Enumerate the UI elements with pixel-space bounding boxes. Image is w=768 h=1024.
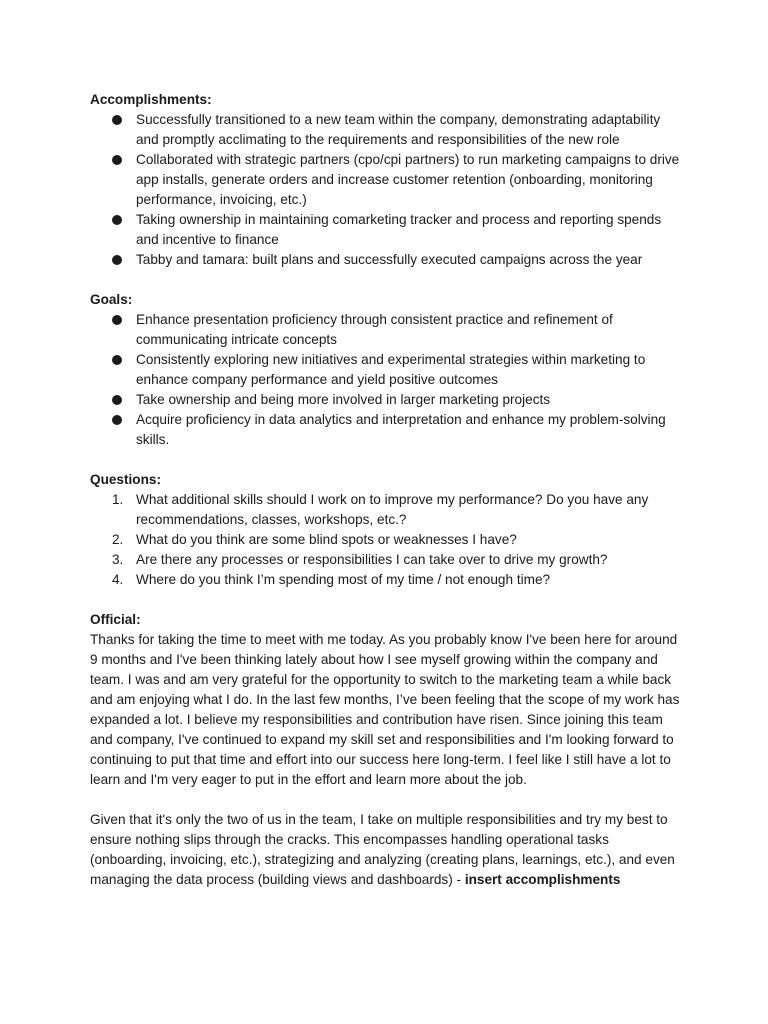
list-item bbox=[90, 310, 680, 350]
list-item bbox=[90, 150, 680, 210]
bullet-icon bbox=[112, 255, 122, 265]
spacer bbox=[90, 270, 680, 290]
bullet-icon bbox=[112, 155, 122, 165]
list-item-text: What additional skills should I work on to improve my performance? Do you have any recommendations, classes, workshops, etc.? bbox=[136, 492, 649, 527]
list-item-text: Enhance presentation proficiency through consistent practice and refinement of communicating intricate concepts bbox=[136, 312, 613, 347]
official-heading: Official: bbox=[90, 612, 141, 627]
list-number: 2. bbox=[112, 532, 124, 547]
spacer bbox=[90, 590, 680, 610]
list-item-text: Successfully transitioned to a new team within the company, demonstrating adaptability and promptly acclimating to the requirements and responsibilities of the new role bbox=[136, 112, 661, 147]
list-item bbox=[90, 530, 680, 550]
goals-heading: Goals: bbox=[90, 292, 133, 307]
official-paragraph-2 bbox=[90, 810, 680, 890]
bullet-icon bbox=[112, 395, 122, 405]
questions-list bbox=[90, 490, 680, 590]
insert-accomplishments-placeholder: insert accomplishments bbox=[464, 872, 621, 887]
bullet-icon bbox=[112, 115, 122, 125]
official-paragraph-1: Thanks for taking the time to meet with me today. As you probably know I've been here for around 9 months and I've been thinking lately about how I see myself growing within the company and team. I was and am very grateful for the opportunity to switch to the marketing team a while back and am enjoying what I do. In the last few months, I’ve been feeling that the scope of my work has expanded a lot. I believe my responsibilities and contribution have risen. Since joining this team and company, I've continued to expand my skill set and responsibilities and I'm looking forward to continuing to put that time and effort into our success here long-term. I feel like I still have a lot to learn and I'm very eager to put in the effort and learn more about the job. bbox=[90, 632, 680, 787]
list-item-text: Acquire proficiency in data analytics and interpretation and enhance my problem-solving skills. bbox=[136, 412, 666, 447]
list-item-text: Collaborated with strategic partners (cpo/cpi partners) to run marketing campaigns to drive app installs, generate orders and increase customer retention (onboarding, monitoring performance, invoicing, etc.) bbox=[136, 152, 680, 207]
list-item bbox=[90, 410, 680, 450]
list-item bbox=[90, 110, 680, 150]
list-number: 1. bbox=[112, 492, 124, 507]
accomplishments-heading: Accomplishments: bbox=[90, 92, 212, 107]
list-number: 4. bbox=[112, 572, 124, 587]
bullet-icon bbox=[112, 215, 122, 225]
questions-section bbox=[90, 470, 680, 590]
document-page bbox=[90, 90, 680, 890]
bullet-icon bbox=[112, 415, 122, 425]
bullet-icon bbox=[112, 355, 122, 365]
bullet-icon bbox=[112, 315, 122, 325]
accomplishments-list bbox=[90, 110, 680, 270]
list-item-text: Take ownership and being more involved in larger marketing projects bbox=[136, 392, 551, 407]
list-item bbox=[90, 570, 680, 590]
list-item bbox=[90, 350, 680, 390]
list-number: 3. bbox=[112, 552, 124, 567]
accomplishments-section bbox=[90, 90, 680, 270]
list-item-text: Taking ownership in maintaining comarketing tracker and process and reporting spends and incentive to finance bbox=[136, 212, 662, 247]
spacer bbox=[90, 450, 680, 470]
goals-section bbox=[90, 290, 680, 450]
list-item bbox=[90, 490, 680, 530]
spacer bbox=[90, 790, 680, 810]
goals-list bbox=[90, 310, 680, 450]
paragraph-2-text: Given that it's only the two of us in the team, I take on multiple responsibilities and try my best to ensure nothing slips through the cracks. This encompasses handling operational tasks (onboarding, invoicing, etc.), strategizing and analyzing (creating plans, learnings, etc.), and even managing the data process (building views and dashboards) - bbox=[90, 812, 675, 887]
list-item-text: Consistently exploring new initiatives and experimental strategies within marketing to enhance company performance and yield positive outcomes bbox=[136, 352, 646, 387]
list-item-text: Are there any processes or responsibilities I can take over to drive my growth? bbox=[136, 552, 608, 567]
list-item-text: Where do you think I’m spending most of my time / not enough time? bbox=[136, 572, 551, 587]
list-item-text: What do you think are some blind spots or weaknesses I have? bbox=[136, 532, 517, 547]
list-item bbox=[90, 550, 680, 570]
official-section bbox=[90, 610, 680, 890]
list-item-text: Tabby and tamara: built plans and successfully executed campaigns across the year bbox=[136, 252, 643, 267]
questions-heading: Questions: bbox=[90, 472, 161, 487]
list-item bbox=[90, 210, 680, 250]
list-item bbox=[90, 390, 680, 410]
list-item bbox=[90, 250, 680, 270]
